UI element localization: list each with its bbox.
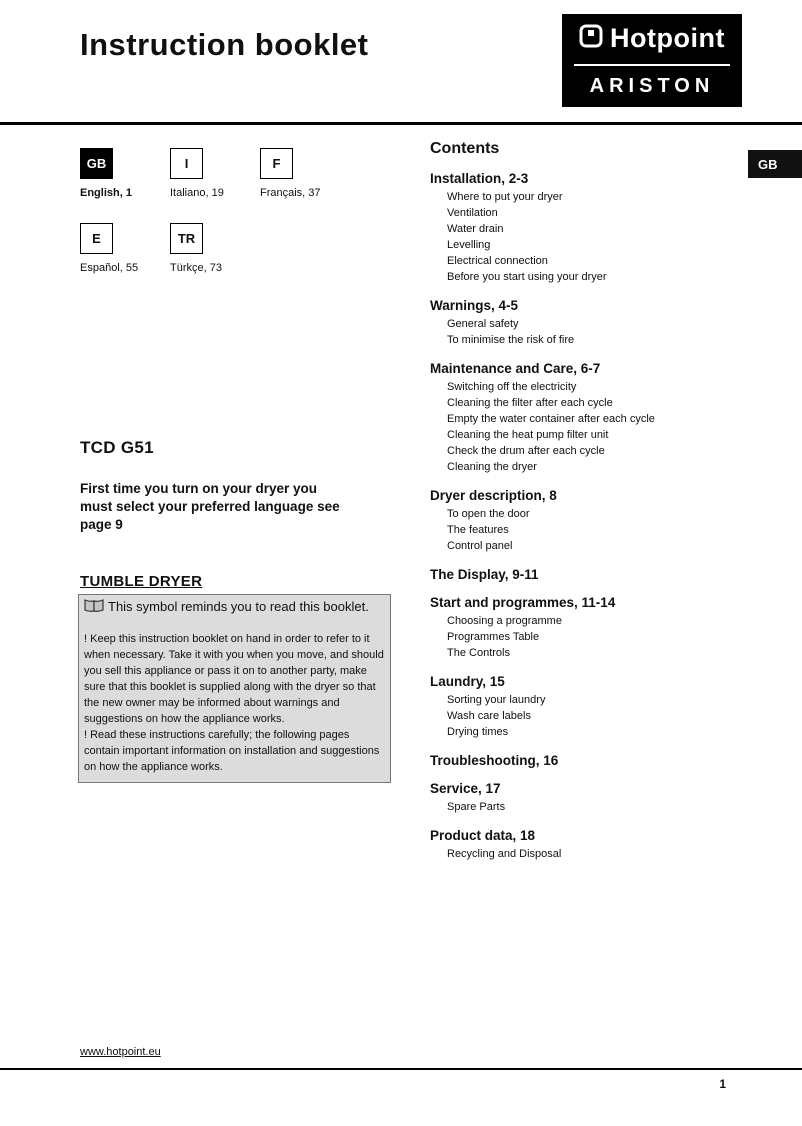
toc-item: Cleaning the dryer [447,461,537,473]
language-option-gb [80,148,170,199]
logo-divider [574,64,730,66]
toc-section [430,781,750,815]
toc-section-title: Installation, 2-3 [430,171,529,186]
toc-item: Recycling and Disposal [447,848,562,860]
toc-section-title: Service, 17 [430,781,501,796]
book-icon [84,599,104,618]
notice-box [78,594,391,783]
notice-paragraph: ! Keep this instruction booklet on hand in order to refer to it when necessary. Take it with you when you move, and should you sell this appliance or pass it on to another party, make sure that this booklet is supplied along with the dryer so that the new owner may be informed about warnings and suggestions on how the appliance works. [84,632,384,726]
logo-top-row [572,23,732,54]
brand-hotpoint: Hotpoint [610,23,725,53]
toc-item: Drying times [447,726,509,738]
product-type-heading: TUMBLE DRYER [80,573,203,590]
page-number: 1 [719,1077,726,1091]
footer-rule [0,1068,802,1070]
toc-item: Cleaning the filter after each cycle [447,397,613,409]
toc-item: Ventilation [447,207,498,219]
language-row-2 [80,223,260,274]
language-label: English, 1 [80,187,132,199]
toc-section [430,567,750,582]
model-number: TCD G51 [80,438,154,457]
toc-item: Programmes Table [447,631,540,643]
language-option-f [260,148,350,199]
language-option-i [170,148,260,199]
toc-section-title: Maintenance and Care, 6-7 [430,361,601,376]
toc-section [430,298,750,348]
website-link[interactable]: www.hotpoint.eu [80,1046,161,1058]
language-option-tr [170,223,260,274]
toc-section-title: Laundry, 15 [430,674,505,689]
toc-item: Levelling [447,239,491,251]
table-of-contents [430,140,750,862]
toc-item: Electrical connection [447,255,548,267]
hotpoint-square-icon [579,24,603,53]
symbol-reminder [84,599,384,618]
language-label: Français, 37 [260,187,321,199]
toc-section [430,674,750,740]
toc-item: The Controls [447,647,510,659]
toc-item: Empty the water container after each cycle [447,413,655,425]
toc-section-title: Start and programmes, 11-14 [430,595,616,610]
language-code-box: F [260,148,293,179]
language-label: Español, 55 [80,262,139,274]
language-code-box: I [170,148,203,179]
language-option-e [80,223,170,274]
toc-item: To open the door [447,508,530,520]
language-tab-gb: GB [748,150,802,178]
toc-item: The features [447,524,509,536]
toc-item: Spare Parts [447,801,506,813]
first-time-note: First time you turn on your dryer you must select your preferred language see page 9 [80,481,340,532]
symbol-reminder-text: This symbol reminds you to read this booklet. [108,599,369,614]
contents-sections [430,171,750,862]
toc-item: Wash care labels [447,710,531,722]
toc-item: Switching off the electricity [447,381,577,393]
language-label: Italiano, 19 [170,187,224,199]
toc-section-title: Troubleshooting, 16 [430,753,559,768]
language-label: Türkçe, 73 [170,262,222,274]
language-code-box: E [80,223,113,254]
notice-paragraph: ! Read these instructions carefully; the following pages contain important information on installation and suggestions on how the appliance works. [84,729,380,774]
toc-item: Choosing a programme [447,615,562,627]
brand-ariston: ARISTON [589,75,715,97]
toc-section-title: The Display, 9-11 [430,567,539,582]
toc-item: Water drain [447,223,504,235]
toc-section [430,753,750,768]
toc-item: To minimise the risk of fire [447,334,575,346]
toc-item: Where to put your dryer [447,191,563,203]
notice-paragraphs [84,631,384,775]
toc-section-title: Warnings, 4-5 [430,298,519,313]
toc-section [430,488,750,554]
toc-item: Cleaning the heat pump filter unit [447,429,609,441]
toc-section-title: Product data, 18 [430,828,536,843]
contents-title: Contents [430,140,500,157]
hotpoint-ariston-logo [562,14,742,107]
toc-section-title: Dryer description, 8 [430,488,557,503]
page-title: Instruction booklet [80,27,369,62]
toc-item: Control panel [447,540,513,552]
toc-section [430,828,750,862]
toc-item: Check the drum after each cycle [447,445,605,457]
toc-item: Before you start using your dryer [447,271,607,283]
language-code-box: TR [170,223,203,254]
toc-item: Sorting your laundry [447,694,546,706]
header-rule [0,122,802,125]
toc-item: General safety [447,318,519,330]
toc-section [430,171,750,285]
language-code-box: GB [80,148,113,179]
toc-section [430,595,750,661]
toc-section [430,361,750,475]
language-row-1 [80,148,350,199]
